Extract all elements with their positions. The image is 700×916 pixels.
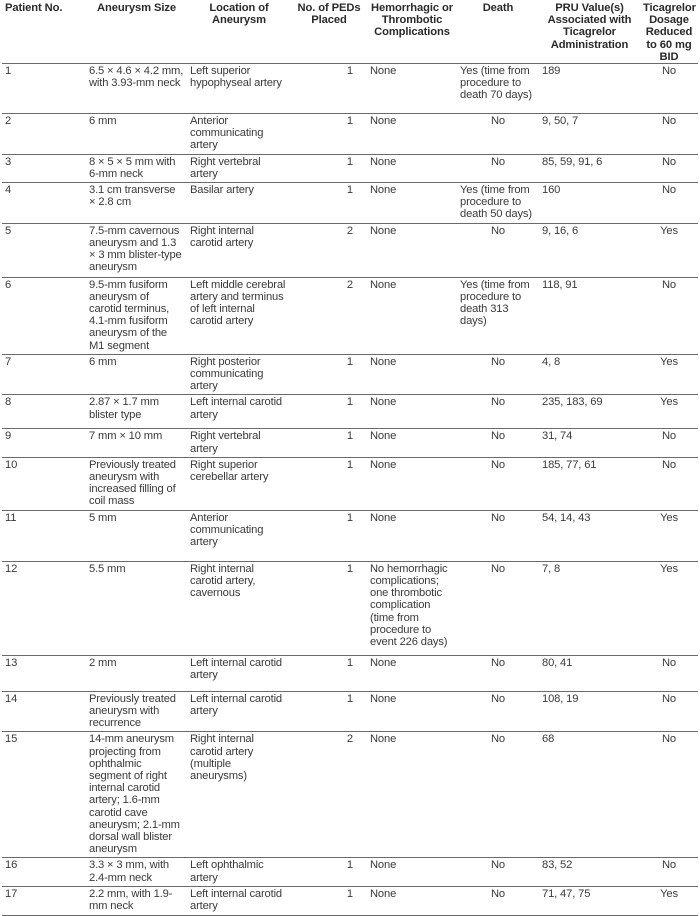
table-row	[2, 277, 698, 354]
table-row	[2, 354, 698, 395]
cell-complications: None	[367, 154, 457, 182]
cell-complications: None	[367, 429, 457, 457]
cell-aneurysm-size: 5 mm	[86, 510, 187, 561]
cell-aneurysm-size: 5.5 mm	[86, 561, 187, 655]
cell-location: Left internal carotid artery	[187, 886, 291, 915]
cell-dosage-reduced: Yes	[640, 223, 698, 277]
cell-peds-placed: 1	[291, 154, 367, 182]
table-row	[2, 223, 698, 277]
table-row	[2, 732, 698, 858]
cell-pru-values: 9, 16, 6	[539, 223, 640, 277]
table-row	[2, 183, 698, 224]
cell-complications: None	[367, 886, 457, 915]
header-patient-no: Patient No.	[5, 2, 63, 14]
cell-death: No	[457, 691, 539, 732]
cell-peds-placed: 1	[291, 655, 367, 691]
table-body	[2, 64, 698, 916]
cell-peds-placed: 1	[291, 691, 367, 732]
cell-pru-values: 108, 19	[539, 691, 640, 732]
cell-dosage-reduced: No	[640, 457, 698, 510]
table-row	[2, 691, 698, 732]
cell-death: Yes (time from procedure to death 50 days)	[457, 183, 539, 224]
cell-dosage-reduced: No	[640, 691, 698, 732]
cell-aneurysm-size: Previously treated aneurysm with increased filling of coil mass	[86, 457, 187, 510]
cell-aneurysm-size: 7 mm × 10 mm	[86, 429, 187, 457]
cell-complications: None	[367, 64, 457, 114]
cell-pru-values: 9, 50, 7	[539, 114, 640, 155]
cell-death: No	[457, 510, 539, 561]
cell-complications: None	[367, 223, 457, 277]
cell-dosage-reduced: No	[640, 154, 698, 182]
table-row	[2, 64, 698, 114]
cell-aneurysm-size: 3.1 cm transverse × 2.8 cm	[86, 183, 187, 224]
header-peds-placed: No. of PEDs Placed	[297, 2, 361, 27]
table-row	[2, 114, 698, 155]
cell-patient-no: 2	[2, 114, 86, 155]
cell-location: Right vertebral artery	[187, 429, 291, 457]
cell-dosage-reduced: No	[640, 114, 698, 155]
cell-aneurysm-size: 9.5-mm fusiform aneurysm of carotid terminus, 4.1-mm fusiform aneurysm of the M1 segment	[86, 277, 187, 354]
cell-pru-values: 71, 47, 75	[539, 886, 640, 915]
cell-dosage-reduced: No	[640, 64, 698, 114]
cell-pru-values: 7, 8	[539, 561, 640, 655]
cell-death: No	[457, 154, 539, 182]
cell-complications: None	[367, 354, 457, 395]
patient-aneurysm-table	[2, 0, 698, 916]
cell-dosage-reduced: Yes	[640, 395, 698, 429]
cell-pru-values: 4, 8	[539, 354, 640, 395]
cell-pru-values: 185, 77, 61	[539, 457, 640, 510]
cell-peds-placed: 1	[291, 457, 367, 510]
cell-death: No	[457, 395, 539, 429]
cell-complications: None	[367, 395, 457, 429]
table-row	[2, 655, 698, 691]
cell-dosage-reduced: Yes	[640, 561, 698, 655]
cell-death: Yes (time from procedure to death 313 days)	[457, 277, 539, 354]
cell-peds-placed: 1	[291, 64, 367, 114]
header-aneurysm-size: Aneurysm Size	[97, 2, 176, 14]
cell-peds-placed: 1	[291, 886, 367, 915]
cell-pru-values: 68	[539, 732, 640, 858]
table-row	[2, 154, 698, 182]
cell-location: Basilar artery	[187, 183, 291, 224]
cell-complications: No hemorrhagic complications; one thrombotic complication (time from procedure to event 226 days)	[367, 561, 457, 655]
cell-patient-no: 6	[2, 277, 86, 354]
cell-location: Right posterior communicating artery	[187, 354, 291, 395]
cell-location: Left superior hypophyseal artery	[187, 64, 291, 114]
cell-location: Right superior cerebellar artery	[187, 457, 291, 510]
cell-dosage-reduced: Yes	[640, 886, 698, 915]
cell-peds-placed: 1	[291, 510, 367, 561]
cell-death: No	[457, 429, 539, 457]
header-death: Death	[482, 2, 514, 14]
cell-aneurysm-size: 6 mm	[86, 354, 187, 395]
cell-dosage-reduced: No	[640, 429, 698, 457]
cell-dosage-reduced: No	[640, 655, 698, 691]
cell-patient-no: 1	[2, 64, 86, 114]
cell-location: Left internal carotid artery	[187, 691, 291, 732]
cell-aneurysm-size: 6.5 × 4.6 × 4.2 mm, with 3.93-mm neck	[86, 64, 187, 114]
cell-patient-no: 12	[2, 561, 86, 655]
cell-location: Left ophthalmic artery	[187, 858, 291, 886]
cell-patient-no: 7	[2, 354, 86, 395]
table-row	[2, 429, 698, 457]
cell-patient-no: 11	[2, 510, 86, 561]
cell-pru-values: 118, 91	[539, 277, 640, 354]
cell-location: Right vertebral artery	[187, 154, 291, 182]
cell-aneurysm-size: 7.5-mm cavernous aneurysm and 1.3 × 3 mm blister-type aneurysm	[86, 223, 187, 277]
cell-pru-values: 80, 41	[539, 655, 640, 691]
cell-death: No	[457, 561, 539, 655]
cell-peds-placed: 1	[291, 858, 367, 886]
cell-death: No	[457, 354, 539, 395]
header-location: Location of Aneurysm	[209, 2, 269, 27]
cell-peds-placed: 1	[291, 183, 367, 224]
table-row	[2, 395, 698, 429]
cell-complications: None	[367, 691, 457, 732]
cell-peds-placed: 2	[291, 223, 367, 277]
cell-death: No	[457, 223, 539, 277]
cell-patient-no: 13	[2, 655, 86, 691]
cell-aneurysm-size: 8 × 5 × 5 mm with 6-mm neck	[86, 154, 187, 182]
cell-aneurysm-size: 2 mm	[86, 655, 187, 691]
cell-patient-no: 16	[2, 858, 86, 886]
cell-dosage-reduced: No	[640, 732, 698, 858]
cell-patient-no: 8	[2, 395, 86, 429]
cell-location: Left internal carotid artery	[187, 655, 291, 691]
cell-complications: None	[367, 114, 457, 155]
cell-aneurysm-size: 6 mm	[86, 114, 187, 155]
cell-peds-placed: 1	[291, 561, 367, 655]
cell-dosage-reduced: No	[640, 858, 698, 886]
cell-complications: None	[367, 510, 457, 561]
cell-patient-no: 9	[2, 429, 86, 457]
table-row	[2, 457, 698, 510]
cell-location: Right internal carotid artery (multiple aneurysms)	[187, 732, 291, 858]
cell-aneurysm-size: 2.2 mm, with 1.9-mm neck	[86, 886, 187, 915]
table-row	[2, 510, 698, 561]
cell-location: Left internal carotid artery	[187, 395, 291, 429]
cell-death: No	[457, 886, 539, 915]
cell-complications: None	[367, 183, 457, 224]
cell-dosage-reduced: No	[640, 183, 698, 224]
cell-location: Left middle cerebral artery and terminus of left internal carotid artery	[187, 277, 291, 354]
header-pru-values: PRU Value(s) Associated with Ticagrelor Administration	[547, 2, 632, 51]
cell-pru-values: 160	[539, 183, 640, 224]
cell-location: Anterior communicating artery	[187, 510, 291, 561]
header-complications: Hemorrhagic or Thrombotic Complications	[371, 2, 453, 39]
cell-complications: None	[367, 732, 457, 858]
cell-pru-values: 54, 14, 43	[539, 510, 640, 561]
cell-patient-no: 4	[2, 183, 86, 224]
cell-peds-placed: 1	[291, 429, 367, 457]
cell-peds-placed: 1	[291, 114, 367, 155]
cell-aneurysm-size: 14-mm aneurysm projecting from ophthalmic segment of right internal carotid artery; 1.6-mm carotid cave aneurysm; 2.1-mm dorsal wall blister aneurysm	[86, 732, 187, 858]
cell-death: No	[457, 858, 539, 886]
cell-complications: None	[367, 277, 457, 354]
cell-location: Anterior communicating artery	[187, 114, 291, 155]
cell-patient-no: 14	[2, 691, 86, 732]
cell-patient-no: 17	[2, 886, 86, 915]
cell-death: No	[457, 114, 539, 155]
cell-peds-placed: 1	[291, 354, 367, 395]
cell-pru-values: 235, 183, 69	[539, 395, 640, 429]
table-row	[2, 561, 698, 655]
cell-pru-values: 31, 74	[539, 429, 640, 457]
cell-location: Right internal carotid artery	[187, 223, 291, 277]
cell-death: No	[457, 655, 539, 691]
cell-patient-no: 15	[2, 732, 86, 858]
cell-pru-values: 83, 52	[539, 858, 640, 886]
cell-death: No	[457, 457, 539, 510]
table-row	[2, 858, 698, 886]
cell-aneurysm-size: 2.87 × 1.7 mm blister type	[86, 395, 187, 429]
cell-location: Right internal carotid artery, cavernous	[187, 561, 291, 655]
cell-pru-values: 85, 59, 91, 6	[539, 154, 640, 182]
cell-aneurysm-size: 3.3 × 3 mm, with 2.4-mm neck	[86, 858, 187, 886]
cell-peds-placed: 2	[291, 277, 367, 354]
cell-death: No	[457, 732, 539, 858]
cell-death: Yes (time from procedure to death 70 days)	[457, 64, 539, 114]
cell-complications: None	[367, 858, 457, 886]
header-dosage-reduced: Ticagrelor Dosage Reduced to 60 mg BID	[643, 2, 696, 63]
cell-peds-placed: 1	[291, 395, 367, 429]
header-row	[2, 0, 698, 64]
cell-complications: None	[367, 655, 457, 691]
cell-dosage-reduced: No	[640, 277, 698, 354]
table-row	[2, 886, 698, 915]
cell-pru-values: 189	[539, 64, 640, 114]
cell-patient-no: 10	[2, 457, 86, 510]
cell-complications: None	[367, 457, 457, 510]
cell-patient-no: 5	[2, 223, 86, 277]
cell-peds-placed: 2	[291, 732, 367, 858]
cell-patient-no: 3	[2, 154, 86, 182]
cell-dosage-reduced: Yes	[640, 510, 698, 561]
cell-dosage-reduced: Yes	[640, 354, 698, 395]
cell-aneurysm-size: Previously treated aneurysm with recurrence	[86, 691, 187, 732]
